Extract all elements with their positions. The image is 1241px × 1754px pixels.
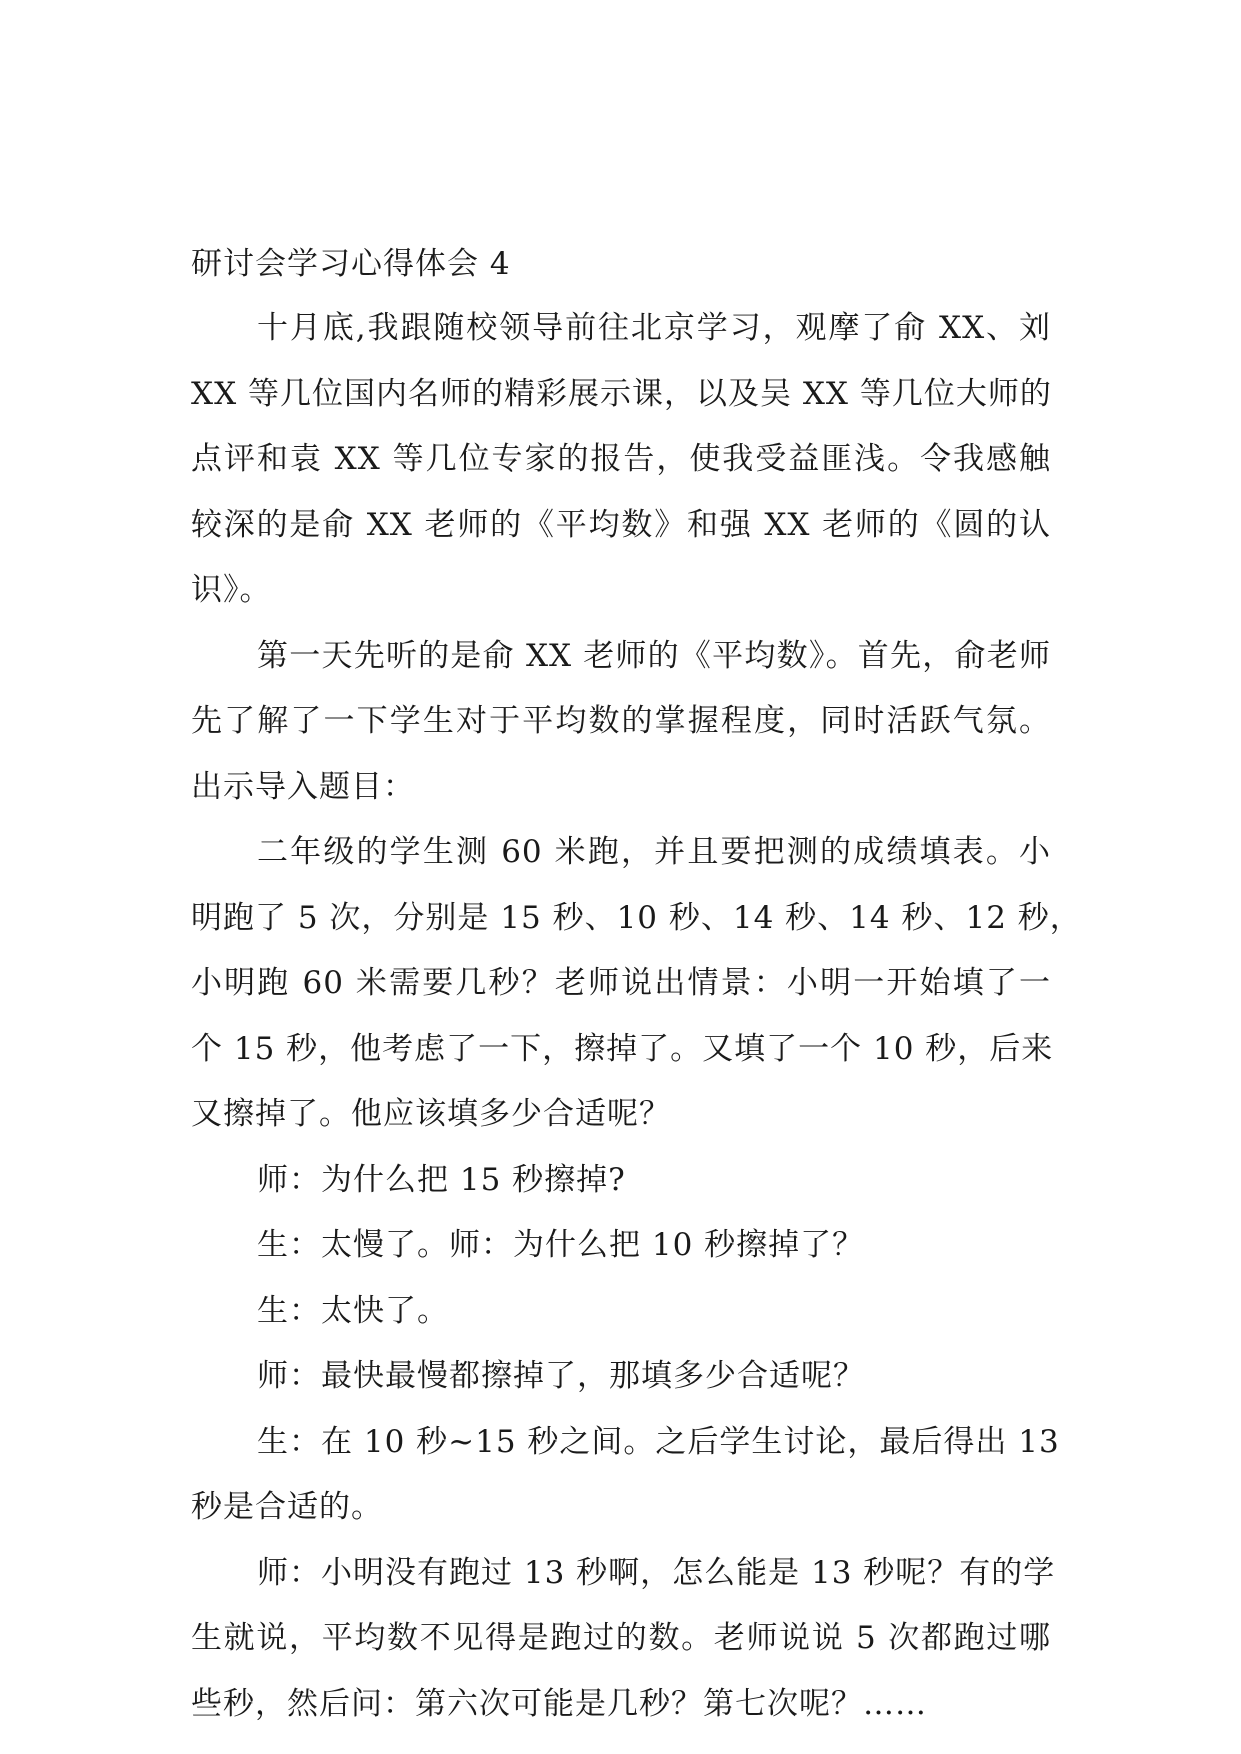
- paragraph-line: 第一天先听的是俞 XX 老师的《平均数》。首先，俞老师: [257, 637, 1051, 674]
- paragraph-intro: [191, 296, 1051, 624]
- paragraph-line: 生就说，平均数不见得是跑过的数。老师说说 5 次都跑过哪: [191, 1620, 1051, 1656]
- document-title: 研讨会学习心得体会 4: [191, 246, 511, 282]
- paragraph-problem: [191, 820, 1082, 1148]
- paragraph-line: 出示导入题目：: [191, 768, 415, 805]
- dialogue-teacher-1: [191, 1148, 1051, 1214]
- paragraph-line: 二年级的学生测 60 米跑，并且要把测的成绩填表。小: [257, 834, 1051, 870]
- paragraph-line: 秒是合适的。: [191, 1489, 383, 1525]
- paragraph-line: 十月底,我跟随校领导前往北京学习，观摩了俞 XX、刘: [257, 310, 1051, 346]
- paragraph-line: 个 15 秒，他考虑了一下，擦掉了。又填了一个 10 秒，后来: [191, 1030, 1054, 1067]
- paragraph-line: 生：太慢了。师：为什么把 10 秒擦掉了？: [257, 1227, 865, 1263]
- dialogue-student-3: [191, 1410, 1060, 1541]
- paragraph-line: 师：最快最慢都擦掉了，那填多少合适呢？: [257, 1358, 865, 1394]
- paragraph-line: 师：小明没有跑过 13 秒啊，怎么能是 13 秒呢？有的学: [257, 1554, 1056, 1591]
- dialogue-teacher-3: [191, 1541, 1056, 1738]
- dialogue-teacher-2: [191, 1344, 1051, 1410]
- paragraph-line: 识》。: [191, 572, 272, 608]
- paragraph-line: 明跑了 5 次，分别是 15 秒、10 秒、14 秒、14 秒、12 秒，: [191, 899, 1082, 936]
- paragraph-line: 较深的是俞 XX 老师的《平均数》和强 XX 老师的《圆的认: [191, 506, 1051, 543]
- paragraph-line: 生：在 10 秒~15 秒之间。之后学生讨论，最后得出 13: [257, 1423, 1060, 1460]
- dialogue-student-1: [191, 1213, 1051, 1279]
- document-body: [191, 232, 1082, 1737]
- paragraph-first-day: [191, 624, 1051, 821]
- paragraph-line: XX 等几位国内名师的精彩展示课，以及吴 XX 等几位大师的: [191, 375, 1052, 412]
- paragraph-line: 点评和袁 XX 等几位专家的报告，使我受益匪浅。令我感触: [191, 441, 1051, 477]
- paragraph-line: 小明跑 60 米需要几秒？老师说出情景：小明一开始填了一: [191, 965, 1051, 1001]
- paragraph-line: 师：为什么把 15 秒擦掉?: [257, 1161, 626, 1198]
- paragraph-line: 先了解了一下学生对于平均数的掌握程度，同时活跃气氛。: [191, 703, 1051, 739]
- paragraph-line: 又擦掉了。他应该填多少合适呢？: [191, 1096, 671, 1132]
- dialogue-student-2: [191, 1279, 1051, 1345]
- paragraph-line: 些秒，然后问：第六次可能是几秒？第七次呢？……: [191, 1685, 927, 1722]
- paragraph-line: 生：太快了。: [257, 1292, 449, 1329]
